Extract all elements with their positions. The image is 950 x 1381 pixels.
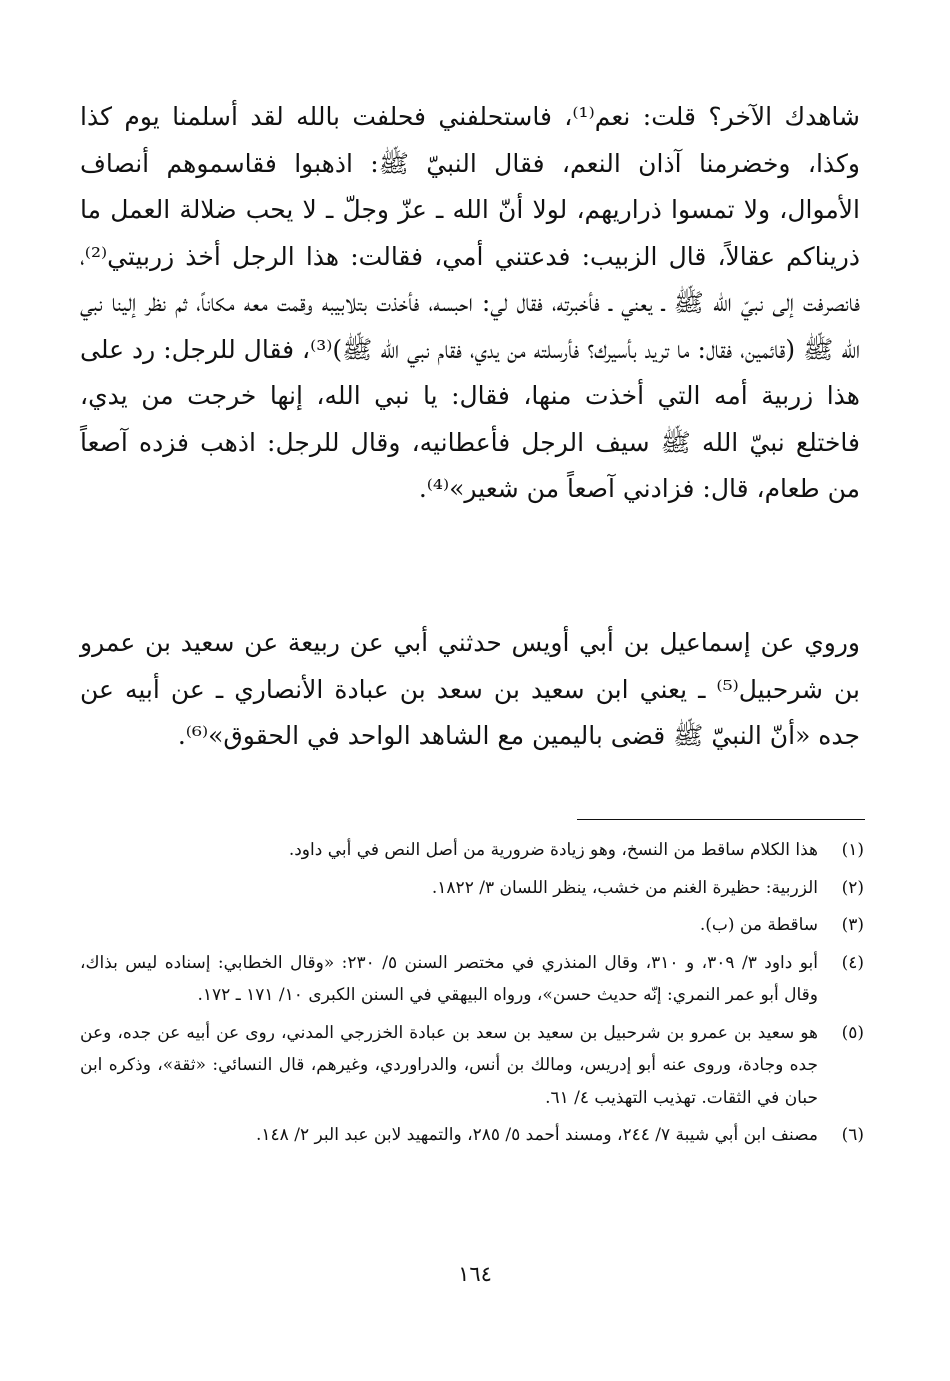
footnote-item: [80, 909, 864, 942]
footnote-text: الزربية: حظيرة الغنم من خشب، ينظر اللسان ٣/ ١٨٢٢.: [431, 877, 818, 898]
footnote-text: ساقطة من (ب).: [699, 915, 818, 935]
footnote-text: هو سعيد بن عمرو بن شرحبيل بن سعيد بن سعد بن عبادة الخزرجي المدني، روى عن أبيه عن جده، وعن جده وجادة، وروى عنه أبو إدريس، ومالك بن أنس، والدراوردي، وغيرهم، قال النسائي: «ثقة»، وذكره ابن حبان في الثقات. تهذيب التهذيب ٤/ ٦١.: [80, 1022, 818, 1108]
footnote-item: [80, 1017, 864, 1115]
paragraph-text: شاهدك الآخر؟ قلت: نعم⁽¹⁾، فاستحلفني فحلفت بالله لقد أسلمنا يوم كذا وكذا، وخضرمنا آذان النعم، فقال النبيّ ﷺ: اذهبوا فقاسموهم أنصاف الأموال، ولا تمسوا ذراريهم، لولا أنّ الله ـ عزّ وجلّ ـ لا يحب ضلالة العمل ما ذريناكم عقالاً، قال الزبيب: فدعتني أمي، فقالت: هذا الرجل أخذ زربيتي⁽²⁾، فانصرفت إلى نبيّ الله ﷺ ـ يعني ـ فأخبرته، فقال لي: احبسه، فأخذت بتلابيبه وقمت معه مكاناً، ثم نظر إلينا نبي الله ﷺ (قائمين، فقال: ما تريد بأسيرك؟ فأرسلته من يدي، فقام نبي الله ﷺ)⁽³⁾، فقال للرجل: رد على هذا زربية أمه التي أخذت منها، فقال: يا نبي الله، إنها خرجت من يدي، فاختلع نبيّ الله ﷺ سيف الرجل فأعطانيه، وقال للرجل: اذهب فزده آصعاً من طعام، قال: فزادني آصعاً من شعير»⁽⁴⁾.: [80, 102, 861, 503]
footnote-text: مصنف ابن أبي شيبة ٧/ ٢٤٤، ومسند أحمد ٥/ ٢٨٥، والتمهيد لابن عبد البر ٢/ ١٤٨.: [256, 1125, 818, 1145]
footnote-number: (١): [841, 840, 864, 860]
footnote-number: (٥): [841, 1022, 864, 1043]
page-number: ١٦٤: [458, 1262, 492, 1286]
footnote-number: (٤): [841, 952, 864, 973]
footnote-text: هذا الكلام ساقط من النسخ، وهو زيادة ضرورية من أصل النص في أبي داود.: [288, 840, 818, 860]
footnote-number: (٦): [841, 1125, 864, 1145]
footnote-number: (٢): [841, 877, 864, 898]
body-paragraph-2: [80, 620, 860, 760]
paragraph-text: وروي عن إسماعيل بن أبي أويس حدثني أبي عن ربيعة عن سعيد بن عمرو بن شرحبيل⁽⁵⁾ ـ يعني ابن سعيد بن سعد بن عبادة الأنصاري ـ عن أبيه عن جده «أنّ النبيّ ﷺ قضى باليمين مع الشاهد الواحد في الحقوق»⁽⁶⁾.: [80, 628, 860, 750]
footnotes-section: [80, 834, 864, 1157]
footnote-item: [80, 834, 864, 867]
body-paragraph-1: [80, 94, 860, 513]
footnote-item: [80, 1119, 864, 1152]
footnote-text: أبو داود ٣/ ٣٠٩، و ٣١٠، وقال المنذري في مختصر السنن ٥/ ٢٣٠: «وقال الخطابي: إسناده ليس بذاك، وقال أبو عمر النمري: إنّه حديث حسن»، ورواه البيهقي في السنن الكبرى ١٠/ ١٧١ ـ ١٧٢.: [80, 952, 819, 1005]
footnote-item: [80, 947, 864, 1012]
footnote-item: [80, 872, 864, 905]
footnote-number: (٣): [841, 915, 864, 935]
footnote-divider: [577, 819, 865, 820]
